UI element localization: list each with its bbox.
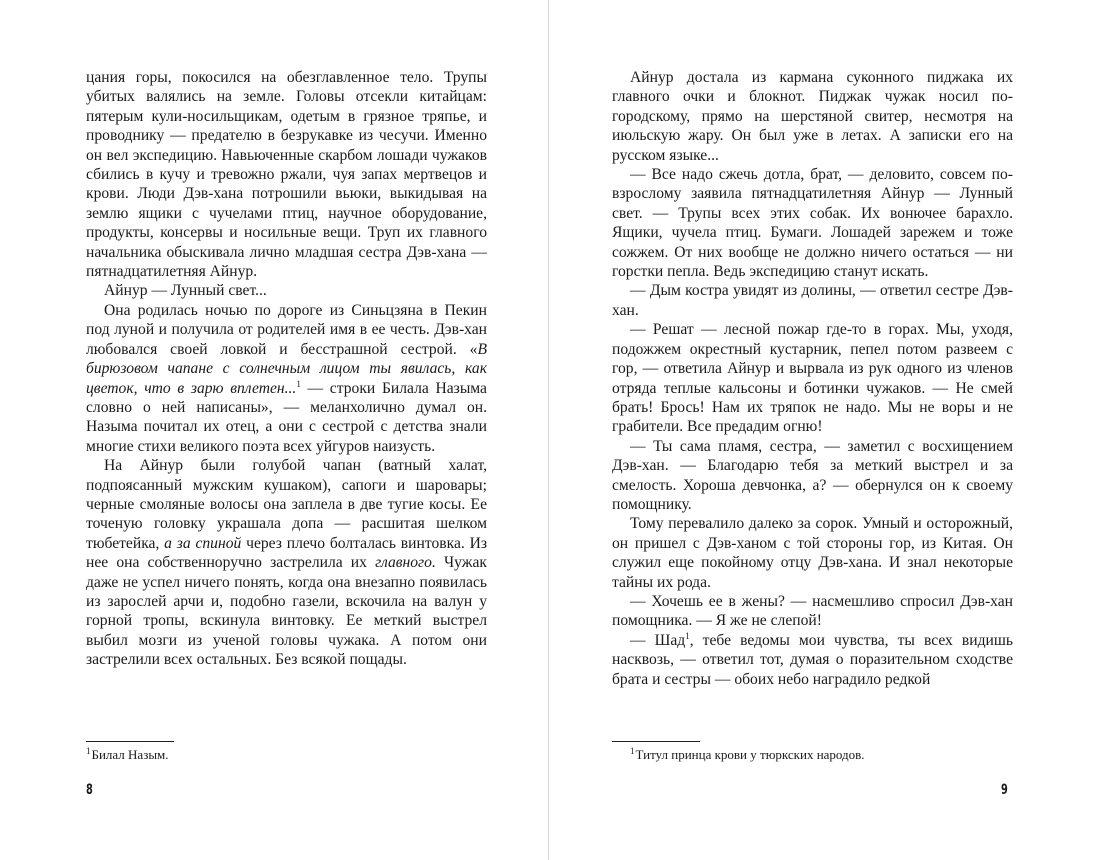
paragraph: — Ты сама пламя, сестра, — заметил с восхищением Дэв-хан. — Благодарю тебя за меткий выстрел и за смелость. Хороша девчонка, а? — обернулся он к своему помощнику. bbox=[612, 437, 1013, 513]
footnote: $^1$Билал Назым. bbox=[86, 745, 169, 762]
paragraph: — Шад$^1$, тебе ведомы мои чувства, ты всех видишь насквозь, — ответил тот, думая о поразительном сходстве брата и сестры — обоих небо наградило редкой bbox=[612, 630, 1013, 688]
paragraph: — Хочешь ее в жены? — насмешливо спросил Дэв-хан помощника. — Я же не слепой! bbox=[612, 592, 1013, 630]
verse-quote: В бирюзовом чапане с солнечным лицом ты явилась, как цветок, что в зарю вплетен... bbox=[86, 340, 487, 397]
left-page-body bbox=[86, 68, 487, 670]
page-number: 9 bbox=[1001, 782, 1008, 798]
footnote: $^1$Титул принца крови у тюркских народов. bbox=[630, 745, 865, 762]
paragraph: — Дым костра увидят из долины, — ответил сестре Дэв-хан. bbox=[612, 282, 1013, 319]
paragraph: — Все надо сжечь дотла, брат, — деловито, совсем по-взрослому заявила пятнадцатилетняя Айнур — Лунный свет. — Трупы всех этих собак. Их вонючее барахло. Ящики, чучела птиц. Бумаги. Лошадей зарежем и тоже сожжем. От них вообще не должно ничего остаться — ни горстки пепла. Ведь экспедицию станут искать. bbox=[612, 166, 1013, 281]
paragraph: Айнур — Лунный свет... bbox=[104, 282, 267, 300]
footnote-ref: 1 bbox=[685, 630, 690, 641]
paragraph: Она родилась ночью по дороге из Синьцзяна в Пекин под луной и получила от родителей имя в ее честь. Дэв-хан любовался своей ловкой и бесстрашной сестрой. «В бирюзовом чапане с солнечным лицом ты явилась, как цветок, что в зарю вплетен...$^1$ — строки Билала Назыма словно о ней написаны», — меланхолично думал он. Назыма почитал их отец, а они с сестрой с детства знали многие стихи великого поэта всех уйгуров наизусть. bbox=[86, 301, 487, 455]
paragraph: Айнур достала из кармана суконного пиджака их главного очки и блокнот. Пиджак чужак носил по-городскому, прямо на шерстяной свитер, несмотря на июльскую жару. Он был уже в летах. А записки его на русском языке... bbox=[612, 69, 1013, 164]
paragraph: На Айнур были голубой чапан (ватный халат, подпоясанный мужским кушаком), сапоги и шаровары; черные смоляные волосы она заплела в две тугие косы. Ее точеную головку украшала допа — расшитая шелком тюбетейка, а за спиной через плечо болталась винтовка. Из нее она собственноручно застрелила их главного. Чужак даже не успел ничего понять, когда она внезапно появилась из зарослей арчи и, подобно газели, вскочила на валун у горной тропы, вскинула винтовку. Ее меткий выстрел выбил мозги из ученой головы чужака. А потом они застрелили всех остальных. Без всякой пощады. bbox=[86, 457, 487, 669]
paragraph: — Решат — лесной пожар где-то в горах. Мы, уходя, подожжем окрестный кустарник, пепел потом развеем с гор, — ответила Айнур и вырвала из рук одного из членов отряда теплые кальсоны и ботинки чужаков. — Не смей брать! Брось! Нам их тряпок не надо. Мы не воры и не грабители. Все предадим огню! bbox=[612, 321, 1013, 436]
footnote-ref: 1 bbox=[296, 378, 301, 389]
page-number: 8 bbox=[86, 782, 93, 798]
paragraph: Тому перевалило далеко за сорок. Умный и осторожный, он пришел с Дэв-ханом с той стороны гор, из Китая. Он служил еще покойному отцу Дэв-хана. И знал некоторые тайны их рода. bbox=[612, 515, 1013, 591]
page-gutter bbox=[548, 0, 549, 860]
paragraph: цания горы, покосился на обезглавленное тело. Трупы убитых валялись на земле. Головы отсекли китайцам: пятерым кули-носильщикам, одетым в грязное тряпье, и проводнику — предателю в безрукавке из чесучи. Именно он вел экспедицию. Навьюченные скарбом лошади чужаков сбились в кучу и тревожно ржали, чуя запах мертвецов и крови. Люди Дэв-хана потрошили вьюки, выкидывая на землю ящики с чучелами птиц, научное оборудование, продукты, консервы и носильные вещи. Труп их главного начальника обыскивала лично младшая сестра Дэв-хана — пятнадцатилетняя Айнур. bbox=[86, 69, 487, 281]
footnote-rule bbox=[86, 741, 174, 742]
footnote-rule bbox=[612, 741, 700, 742]
right-page-body bbox=[612, 68, 1013, 689]
